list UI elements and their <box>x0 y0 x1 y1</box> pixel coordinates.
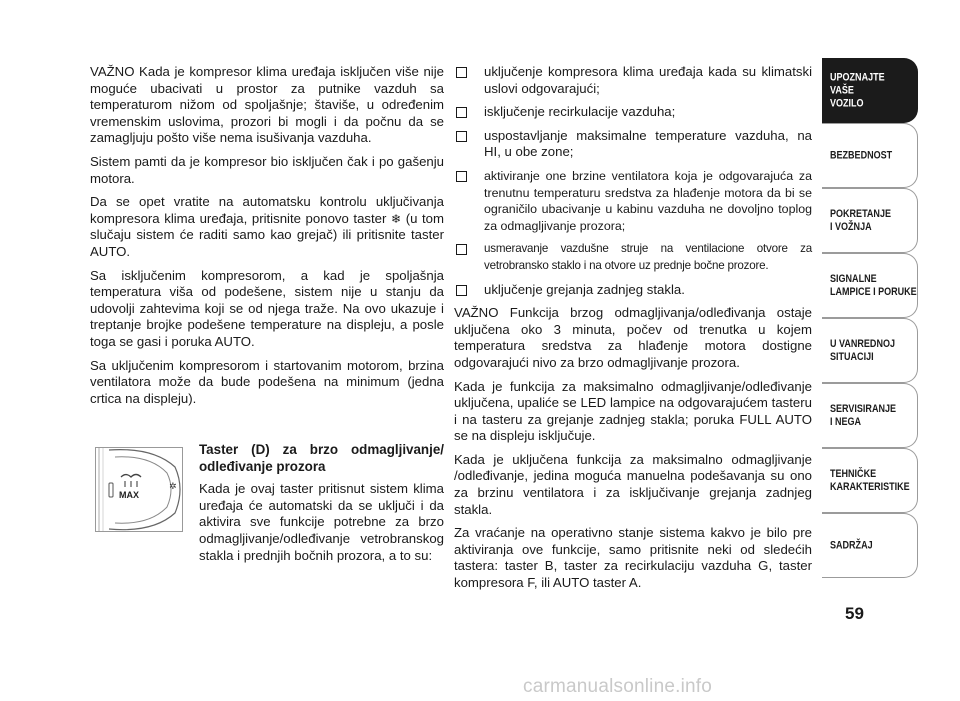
important-note-compressor: VAŽNO Kada je kompresor klima uređaja isključen više nije moguće ubacivati u prostor za putnike vazduh sa temperaturom nižom od spoljašnje; štaviše, u određenim vremenskim uslovima, prozori bi mogli i da počnu da se zamagljuju pošto više nema isušivanja vazduha. <box>90 64 444 146</box>
memory-note: Sistem pamti da je kompresor bio isključen čak i po gašenju motora. <box>90 153 444 186</box>
tab-bezbednost[interactable]: BEZBEDNOST <box>822 123 918 188</box>
tab-servisiranje-i-nega[interactable]: SERVISIRANJE I NEGA <box>822 383 918 448</box>
tab-upoznajte-vase-vozilo[interactable]: UPOZNAJTE VAŠE VOZILO <box>822 58 918 123</box>
checkbox-icon <box>456 67 467 78</box>
defrost-body: Kada je ovaj taster pritisnut sistem klima uređaja će automatski da se uključi i da aktivira sve funkcije potrebne za brzo odmagljivanje/odleđivanje vetrobranskog stakla i prednjih bočnih prozora, a to su: <box>199 481 444 563</box>
tab-sadrzaj[interactable]: SADRŽAJ <box>822 513 918 578</box>
checkbox-icon <box>456 285 467 296</box>
bullet-item: uključenje grejanja zadnjeg stakla. <box>454 282 812 299</box>
snowflake-icon: ❄ <box>391 211 402 226</box>
bullet-item: usmeravanje vazdušne struje na ventilacione otvore za vetrobransko staklo i na otvore uz prednje bočne prozore. <box>454 241 812 274</box>
right-column <box>454 64 812 599</box>
bullet-item: uspostavljanje maksimalne temperature vazduha, na HI, u obe zone; <box>454 128 812 161</box>
fan-icon: ✲ <box>169 482 177 492</box>
fan-speed-paragraph: Sa uključenim kompresorom i startovanim motorom, brzina ventilatora može da bude podešena na minimum (jedna crtica na displeju). <box>90 357 444 406</box>
bullet-item: uključenje kompresora klima uređaja kada su klimatski uslovi odgovarajući; <box>454 64 812 97</box>
checkbox-icon <box>456 107 467 118</box>
checkbox-icon <box>456 131 467 142</box>
bullet-item: isključenje recirkulacije vazduha; <box>454 104 812 121</box>
defrost-heading: Taster (D) za brzo odmagljivanje/ odleđivanje prozora <box>199 442 444 474</box>
tab-u-vanrednoj-situaciji[interactable]: U VANREDNOJ SITUACIJI <box>822 318 918 383</box>
tab-tehnicke-karakteristike[interactable]: TEHNIČKE KARAKTERISTIKE <box>822 448 918 513</box>
bullet-item: aktiviranje one brzine ventilatora koja je odgovarajuća za trenutnu temperaturu sredstva za hlađenje motora da bi se ograničilo ubacivanje u kabinu vazduha ne dovoljno toplog za odmagljivanje prozora; <box>454 168 812 234</box>
defrost-section <box>199 442 444 564</box>
important-note-defrost: VAŽNO Funkcija brzog odmagljivanja/odleđivanja ostaje uključena oko 3 minuta, počev od trenutka u kojem temperatura sredstva za hlađenje motora dostigne odgovarajući nivo za brzo odmagljivanje prozora. <box>454 305 812 370</box>
auto-compressor-paragraph: Da se opet vratite na automatsku kontrolu uključivanja kompresora klima uređaja, pritisnite ponovo taster ❄ (u tom slučaju sistem će raditi samo kao grejač) ili pritisnite taster AUTO. <box>90 194 444 259</box>
manual-settings-paragraph: Kada je uključena funkcija za maksimalno odmagljivanje /odleđivanje, jedina moguća manuelna podešavanja su ono za brzinu ventilatora i za isključivanje grejanja zadnjeg stakla. <box>454 451 812 517</box>
watermark: carmanualsonline.info <box>523 676 713 697</box>
max-button-label: MAX <box>119 490 139 500</box>
restore-paragraph: Za vraćanje na operativno stanje sistema kakvo je bilo pre aktiviranja ove funkcije, samo pritisnite neki od sledećih tastera: taster B, taster za recirkulaciju vazduha G, taster kompresora F, ili AUTO taster A. <box>454 525 812 591</box>
checkbox-icon <box>456 171 467 182</box>
chapter-tabs <box>822 58 918 578</box>
left-column <box>90 64 444 414</box>
tab-signalne-lampice[interactable]: SIGNALNE LAMPICE I PORUKE <box>822 253 918 318</box>
checkbox-icon <box>456 244 467 255</box>
led-paragraph: Kada je funkcija za maksimalno odmagljivanje/odleđivanje uključena, upaliće se LED lampice na odgovarajućem tasteru i na tasteru za grejanje zadnjeg stakla; poruka FULL AUTO se na displeju isključuje. <box>454 378 812 444</box>
max-defrost-button-illustration <box>95 447 183 532</box>
page-number: 59 <box>845 604 864 623</box>
tab-pokretanje-i-voznja[interactable]: POKRETANJE I VOŽNJA <box>822 188 918 253</box>
compressor-off-paragraph: Sa isključenim kompresorom, a kad je spoljašnja temperatura viša od podešene, sistem nije u stanju da udovolji zahtevima koji se od njega traže. Na ovo ukazuje i treptanje brojke podešene temperature na displeju, a posle toga se gasi i poruka AUTO. <box>90 267 444 349</box>
